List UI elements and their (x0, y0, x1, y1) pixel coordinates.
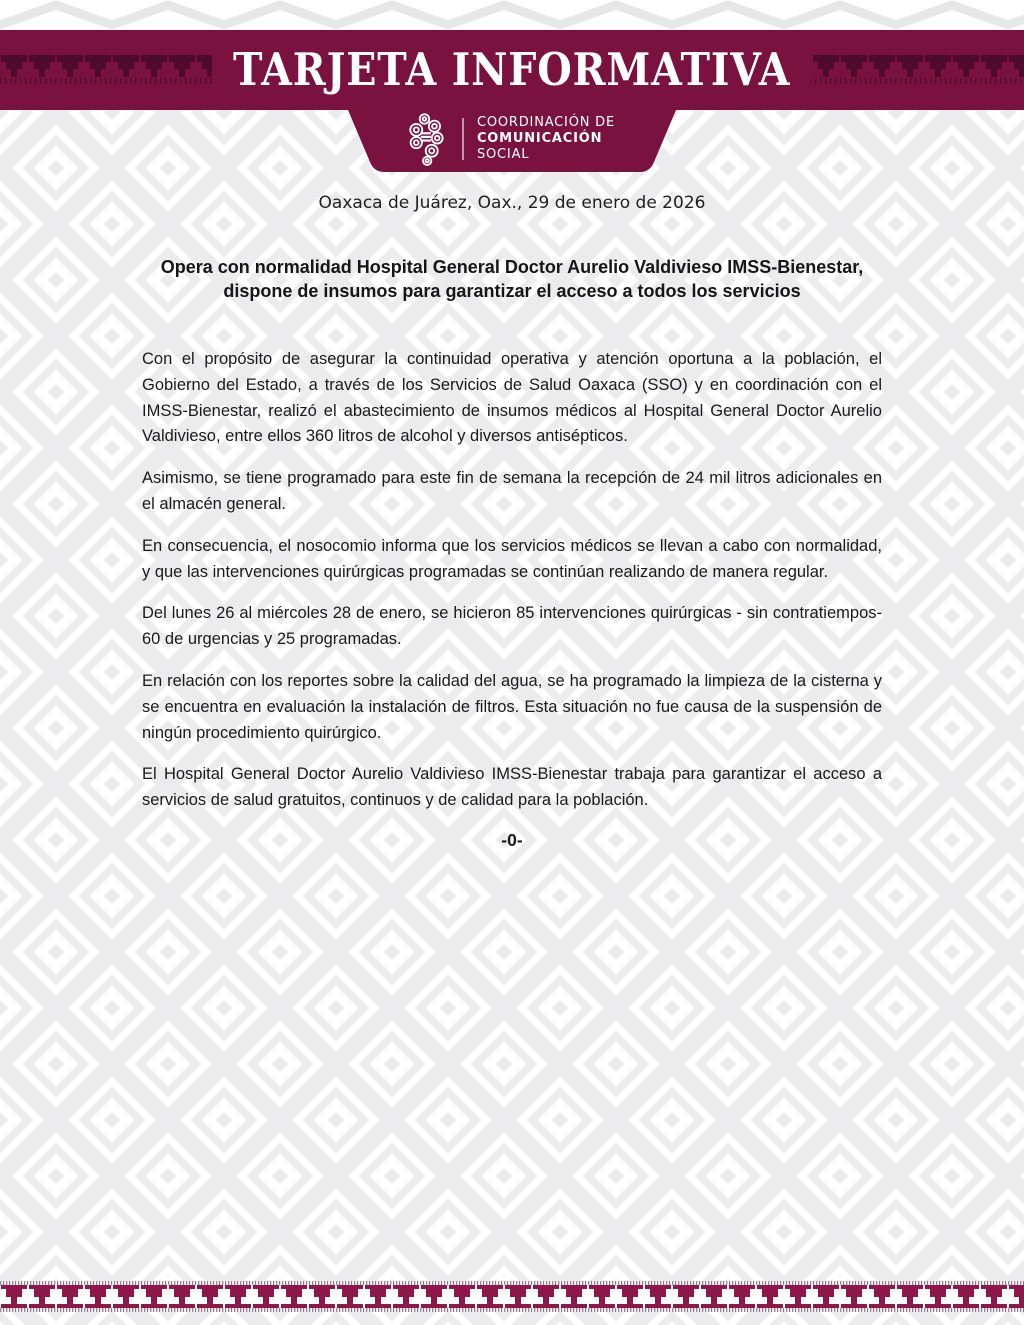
banner-title: TARJETA INFORMATIVA (212, 30, 812, 110)
logo-text-divider (462, 118, 464, 160)
paragraph-4: Del lunes 26 al miércoles 28 de enero, se hicieron 85 intervenciones quirúrgicas - sin contratiempos- 60 de urgencias y 25 programadas. (142, 604, 882, 649)
document-body (142, 347, 882, 851)
paragraph-2: Asimismo, se tiene programado para este fin de semana la recepción de 24 mil litros adicionales en el almacén general. (142, 469, 882, 513)
communication-social-logo-icon (409, 112, 449, 166)
bottom-border-pattern (0, 1281, 1024, 1312)
logo-plate (348, 110, 676, 172)
dateline: Oaxaca de Juárez, Oax., 29 de enero de 2026 (318, 193, 706, 213)
paragraph-6: El Hospital General Doctor Aurelio Valdivieso IMSS-Bienestar trabaja para garantizar el acceso a servicios de salud gratuitos, continuos y de calidad para la población. (142, 765, 882, 810)
document-title: Opera con normalidad Hospital General Doctor Aurelio Valdivieso IMSS-Bienestar, dispone de insumos para garantizar el acceso a todos los servicios (160, 257, 864, 301)
org-line-1: COORDINACIÓN DE (476, 115, 616, 130)
org-line-3: SOCIAL (476, 147, 530, 162)
org-name (477, 115, 615, 163)
org-line-2: COMUNICACIÓN (476, 131, 603, 146)
chevron-pattern (0, 0, 1024, 30)
bottom-woven-border (0, 1281, 1024, 1312)
banner (0, 30, 1024, 110)
top-chevron-border (0, 0, 1024, 30)
paragraph-5: En relación con los reportes sobre la calidad del agua, se ha programado la limpieza de la cisterna y se encuentra en evaluación la instalación de filtros. Esta situación no fue causa de la suspensión de ningún procedimiento quirúrgico. (142, 671, 882, 742)
paragraph-1: Con el propósito de asegurar la continuidad operativa y atención oportuna a la población, el Gobierno del Estado, a través de los Servicios de Salud Oaxaca (SSO) y en coordinación con el IMSS-Bienestar, realizó el abastecimiento de insumos médicos al Hospital General Doctor Aurelio Valdivieso, entre ellos 360 litros de alcohol y diversos antisépticos. (142, 350, 882, 446)
end-mark: -0- (501, 829, 523, 850)
paragraph-3: En consecuencia, el nosocomio informa que los servicios médicos se llevan a cabo con normalidad, y que las intervenciones quirúrgicas programadas se continúan realizando de manera regular. (142, 536, 882, 581)
